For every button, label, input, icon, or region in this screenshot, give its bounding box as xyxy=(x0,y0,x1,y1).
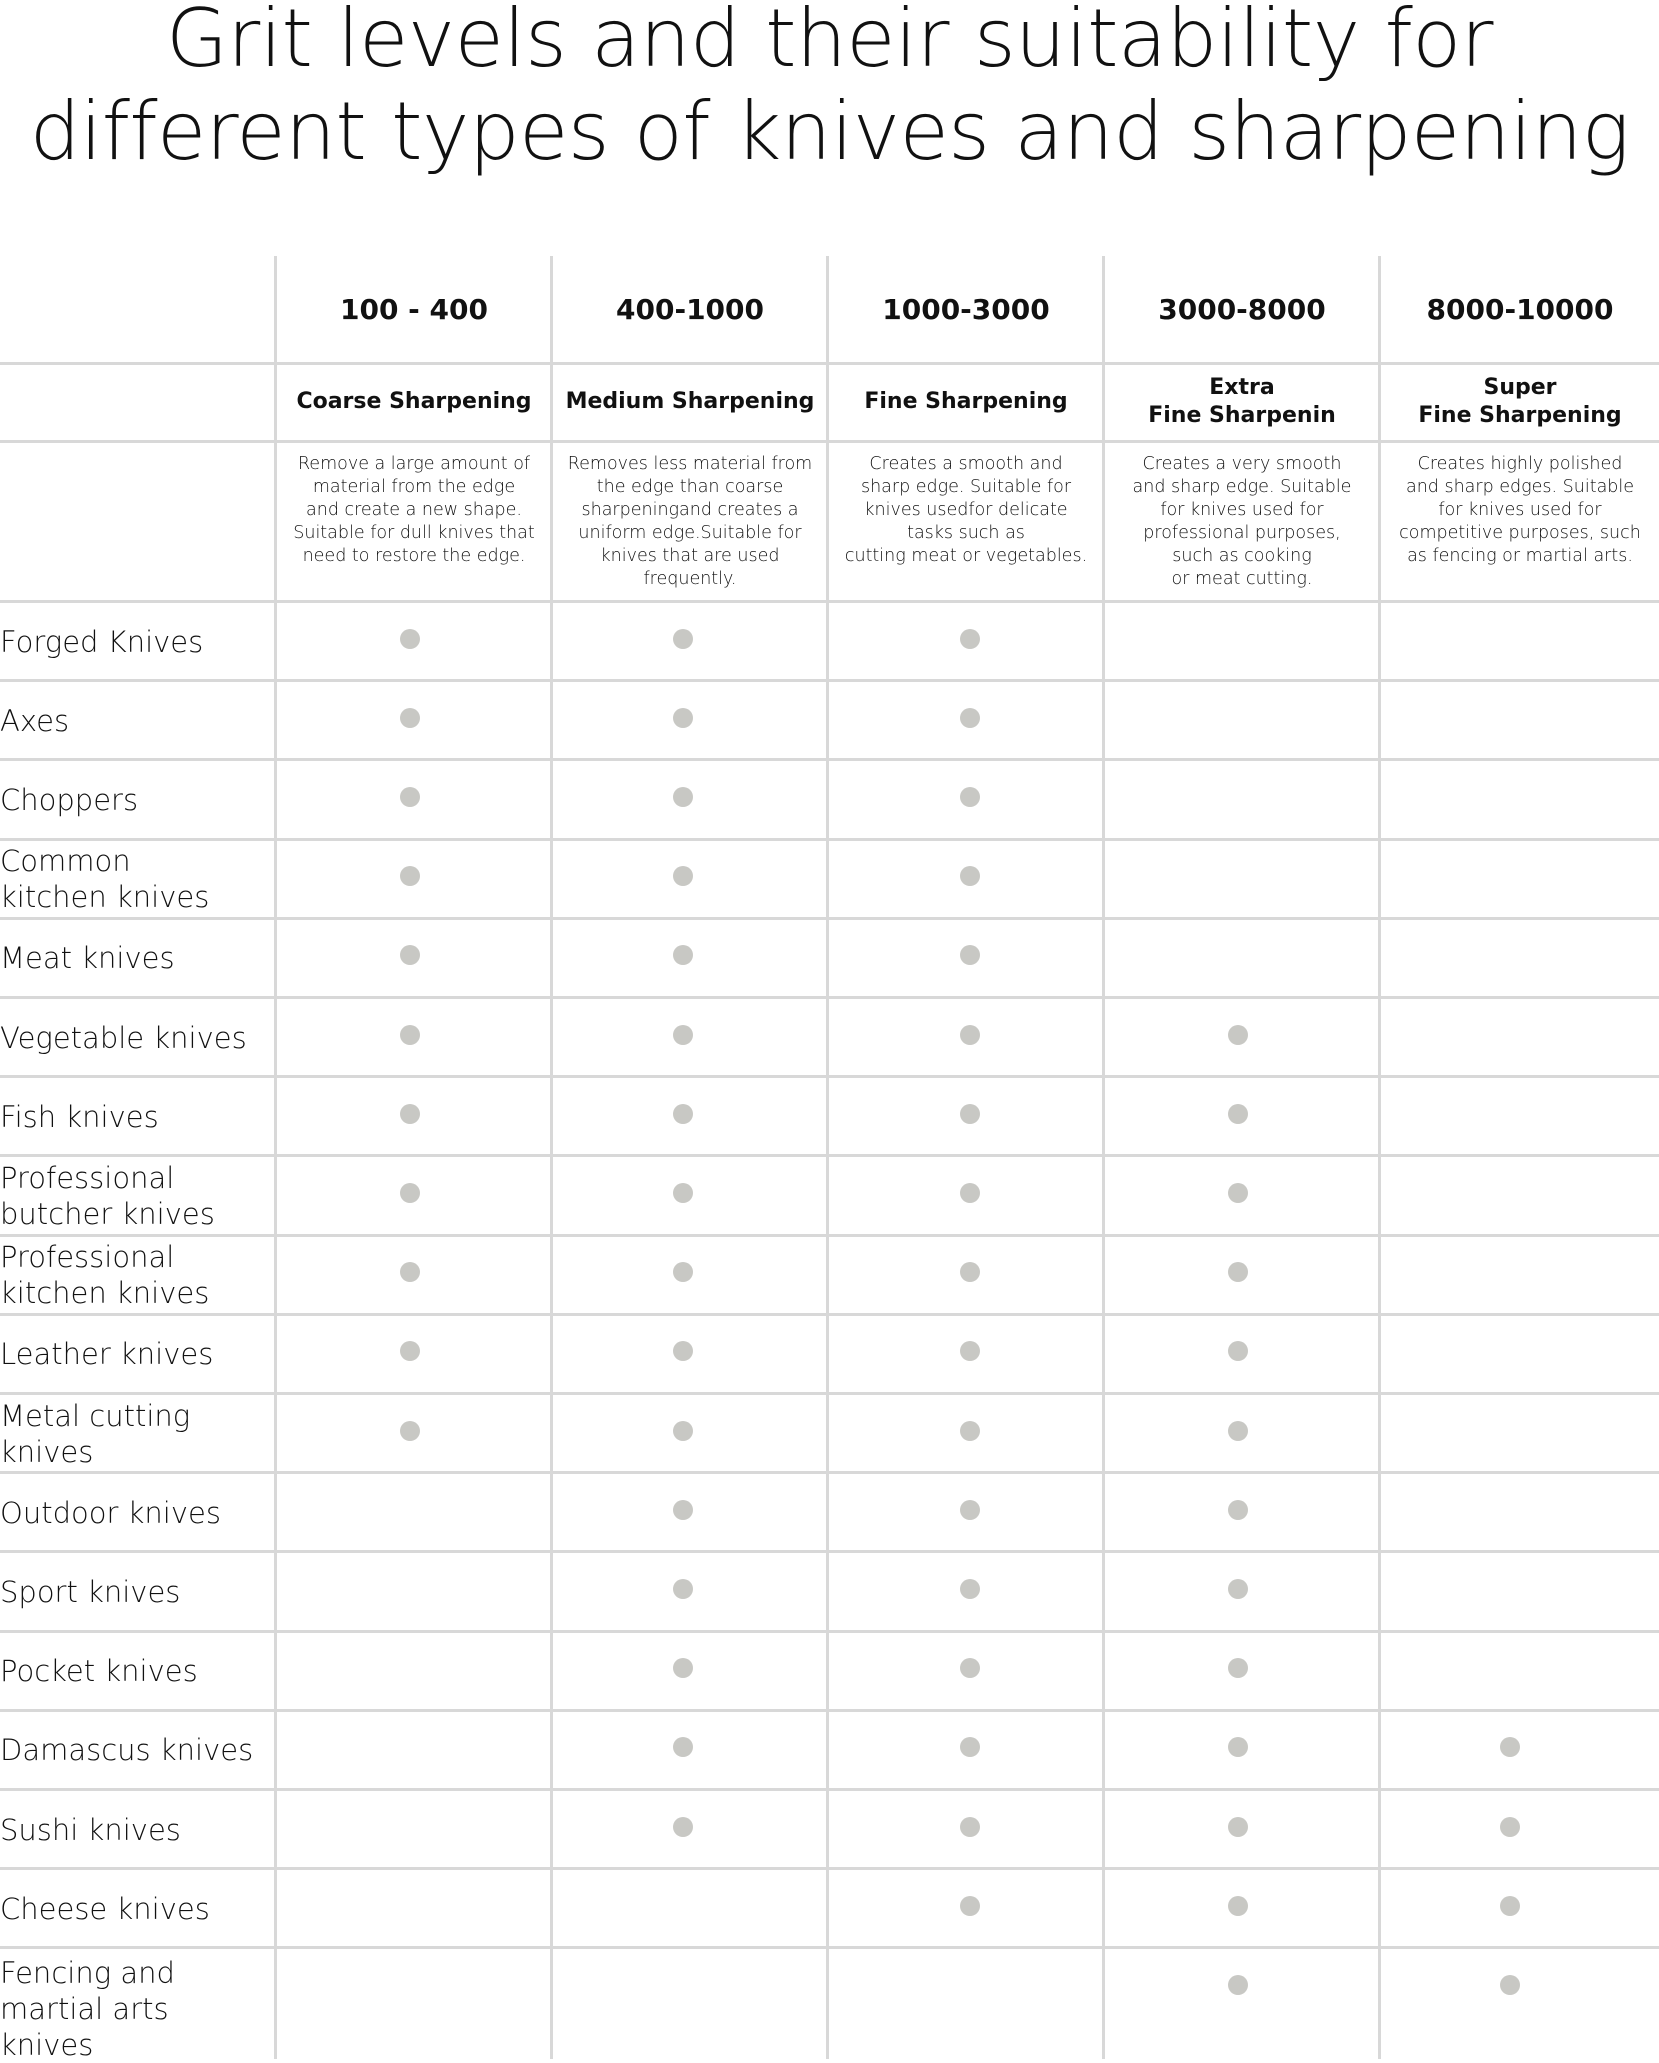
suitability-dot xyxy=(960,1817,980,1837)
suitability-dot xyxy=(400,708,420,728)
sharpening-description: Creates a very smooth and sharp edge. Suitable for knives used for professional purposes, such as cooking or meat cutting. xyxy=(1132,454,1352,589)
suitability-dot xyxy=(960,1341,980,1361)
knife-type-label: Leather knives xyxy=(0,1337,214,1372)
suitability-dot xyxy=(1228,1025,1248,1045)
sharpening-description: Remove a large amount of material from the edge and create a new shape. Suitable for dull knives that need to restore the edge. xyxy=(293,454,535,566)
sharpening-type-header: Coarse Sharpening xyxy=(296,389,532,414)
suitability-dot xyxy=(673,708,693,728)
suitability-dot xyxy=(673,1658,693,1678)
suitability-dot xyxy=(960,1896,980,1916)
suitability-dot xyxy=(1228,1500,1248,1520)
sharpening-type-header: Super Fine Sharpening xyxy=(1418,375,1622,428)
suitability-dot xyxy=(960,1262,980,1282)
suitability-dot xyxy=(673,1262,693,1282)
suitability-dot xyxy=(1228,1975,1248,1995)
page-title: Grit levels and their suitability for different types of knives and sharpening xyxy=(29,0,1630,178)
suitability-dot xyxy=(400,1421,420,1441)
suitability-dot xyxy=(960,1737,980,1757)
knife-type-label: Meat knives xyxy=(0,941,175,976)
suitability-dot xyxy=(673,1737,693,1757)
suitability-dot xyxy=(1228,1817,1248,1837)
suitability-dot xyxy=(673,866,693,886)
suitability-dot xyxy=(1228,1579,1248,1599)
knife-type-label: Metal cutting knives xyxy=(0,1398,191,1469)
suitability-dot xyxy=(673,1817,693,1837)
grit-range-header: 1000-3000 xyxy=(882,293,1050,326)
suitability-dot xyxy=(1228,1896,1248,1916)
suitability-dot xyxy=(960,629,980,649)
knife-type-label: Sport knives xyxy=(0,1574,181,1609)
suitability-dot xyxy=(400,1262,420,1282)
suitability-dot xyxy=(400,866,420,886)
sharpening-description: Creates highly polished and sharp edges. Suitable for knives used for competitive purposes, such as fencing or martial arts. xyxy=(1399,454,1641,566)
suitability-dot xyxy=(400,1104,420,1124)
suitability-dot xyxy=(400,1183,420,1203)
suitability-dot xyxy=(960,708,980,728)
suitability-dot xyxy=(960,866,980,886)
suitability-dot xyxy=(673,1579,693,1599)
suitability-dot xyxy=(960,1183,980,1203)
grit-range-header: 400-1000 xyxy=(616,293,764,326)
grit-range-header: 100 - 400 xyxy=(339,293,488,326)
sharpening-description: Creates a smooth and sharp edge. Suitable for knives usedfor delicate tasks such as cutting meat or vegetables. xyxy=(844,454,1088,566)
knife-type-label: Pocket knives xyxy=(0,1654,198,1689)
knife-type-label: Damascus knives xyxy=(0,1733,254,1768)
knife-type-label: Fencing and martial arts knives xyxy=(0,1956,175,2063)
suitability-dot xyxy=(673,629,693,649)
suitability-dot xyxy=(960,1025,980,1045)
suitability-dot xyxy=(1228,1104,1248,1124)
suitability-dot xyxy=(1228,1658,1248,1678)
suitability-dot xyxy=(1500,1975,1520,1995)
sharpening-type-header: Medium Sharpening xyxy=(565,389,815,414)
grit-range-header: 3000-8000 xyxy=(1158,293,1326,326)
knife-type-label: Professional kitchen knives xyxy=(0,1240,210,1311)
suitability-dot xyxy=(1228,1737,1248,1757)
suitability-dot xyxy=(673,1341,693,1361)
suitability-dot xyxy=(1500,1737,1520,1757)
suitability-dot xyxy=(960,1421,980,1441)
suitability-dot xyxy=(673,1104,693,1124)
suitability-dot xyxy=(673,1421,693,1441)
knife-type-label: Vegetable knives xyxy=(0,1020,247,1055)
suitability-dot xyxy=(673,1025,693,1045)
knife-type-label: Choppers xyxy=(0,782,139,817)
grit-range-header: 8000-10000 xyxy=(1426,293,1614,326)
suitability-dot xyxy=(960,1104,980,1124)
suitability-dot xyxy=(1228,1421,1248,1441)
knife-type-label: Sushi knives xyxy=(0,1812,181,1847)
suitability-dot xyxy=(1228,1183,1248,1203)
knife-type-label: Forged Knives xyxy=(0,624,204,659)
knife-type-label: Common kitchen knives xyxy=(0,844,210,915)
suitability-dot xyxy=(673,787,693,807)
suitability-dot xyxy=(960,1579,980,1599)
suitability-dot xyxy=(400,787,420,807)
knife-type-label: Fish knives xyxy=(0,1099,159,1134)
suitability-dot xyxy=(1228,1341,1248,1361)
sharpening-type-header: Extra Fine Sharpenin xyxy=(1148,375,1336,428)
knife-type-label: Cheese knives xyxy=(0,1891,210,1926)
knife-type-label: Professional butcher knives xyxy=(0,1160,215,1231)
sharpening-type-header: Fine Sharpening xyxy=(864,389,1068,414)
knife-type-label: Axes xyxy=(0,703,70,738)
suitability-dot xyxy=(400,1025,420,1045)
suitability-dot xyxy=(673,1183,693,1203)
suitability-dot xyxy=(400,1341,420,1361)
suitability-dot xyxy=(400,945,420,965)
suitability-dot xyxy=(1500,1817,1520,1837)
suitability-dot xyxy=(960,1500,980,1520)
suitability-dot xyxy=(673,945,693,965)
suitability-dot xyxy=(960,787,980,807)
suitability-dot xyxy=(1228,1262,1248,1282)
suitability-dot xyxy=(960,1658,980,1678)
suitability-dot xyxy=(1500,1896,1520,1916)
suitability-dot xyxy=(400,629,420,649)
suitability-dot xyxy=(673,1500,693,1520)
sharpening-description: Removes less material from the edge than coarse sharpeningand creates a uniform edge.Suitable for knives that are used frequently. xyxy=(567,454,813,589)
knife-type-label: Outdoor knives xyxy=(0,1495,221,1530)
suitability-dot xyxy=(960,945,980,965)
